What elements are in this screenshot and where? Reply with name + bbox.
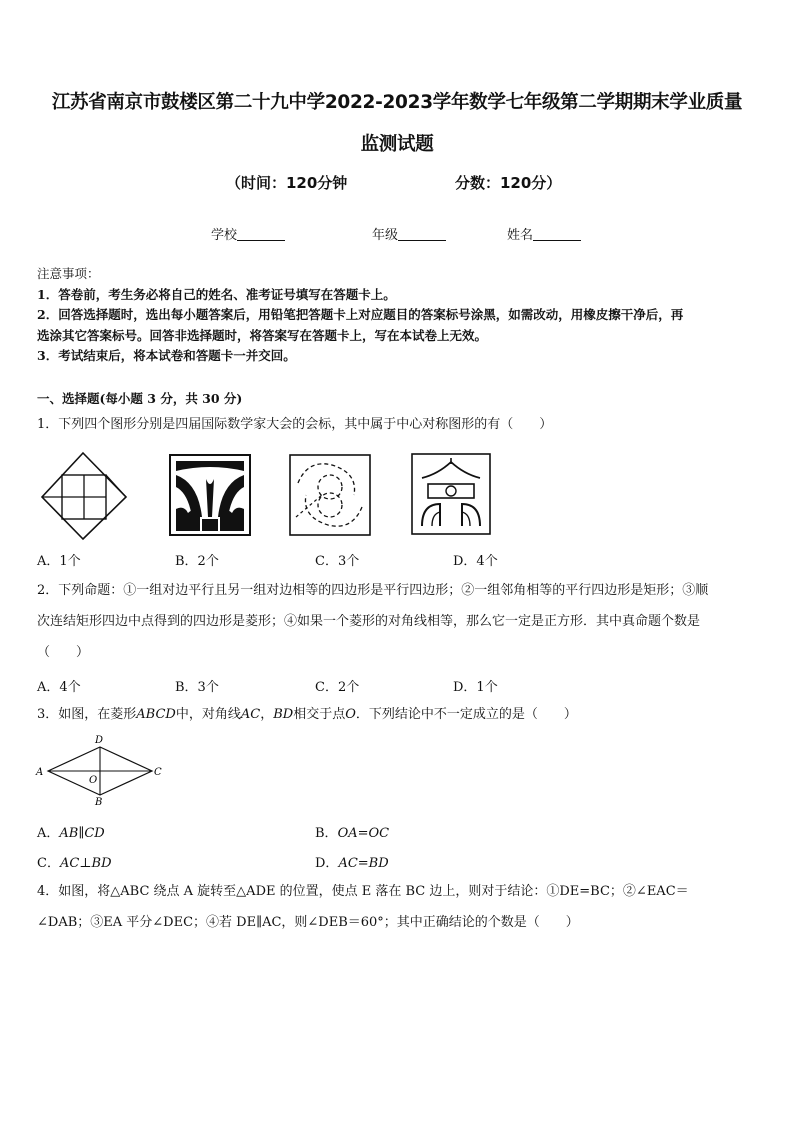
note-2a: 2．回答选择题时，选出每小题答案后，用铅笔把答题卡上对应题目的答案标号涂黑，如需改动，用橡皮擦干净后，再 <box>37 307 684 322</box>
q3-option-b[interactable] <box>315 822 389 841</box>
grade-label: 年级 <box>372 228 399 243</box>
q1-logo4-figure <box>410 452 492 536</box>
q3-option-a[interactable] <box>37 822 105 841</box>
exam-title-line2: 监测试题 <box>360 134 434 155</box>
q3-stem <box>37 699 759 730</box>
name-field <box>507 224 581 243</box>
q3-option-d[interactable] <box>315 852 389 871</box>
q2-stem <box>37 575 759 668</box>
grade-field <box>372 224 446 243</box>
q4-stem <box>37 876 759 938</box>
school-field <box>211 224 285 243</box>
q4-line1: 4．如图，将△ABC 绕点 A 旋转至△ADE 的位置，使点 E 落在 BC 边上，则对于结论：①DE=BC；②∠EAC＝ <box>37 884 689 899</box>
exam-title-line1: 江苏省南京市鼓楼区第二十九中学2022-2023学年数学七年级第二学期期末学业质量 <box>51 92 743 113</box>
q3-option-c-value: AC⊥BD <box>59 856 112 871</box>
q1-option-b[interactable]: B．2个 <box>175 554 219 569</box>
q3-label-c: C <box>154 767 162 778</box>
q1-logo1-figure <box>40 451 130 541</box>
q3-stem-comma: ， <box>260 707 274 722</box>
exam-time: （时间：120分钟 <box>226 174 348 192</box>
notes-heading: 注意事项： <box>37 266 100 281</box>
q1-stem: 1．下列四个图形分别是四届国际数学家大会的会标，其中属于中心对称图形的有（ ） <box>37 417 553 432</box>
note-3: 3．考试结束后，将本试卷和答题卡一并交回。 <box>37 348 296 363</box>
q1-logo2-figure <box>168 453 252 537</box>
q2-option-a[interactable]: A．4个 <box>37 680 81 695</box>
section-heading: 一、选择题(每小题 3 分，共 30 分) <box>37 391 243 406</box>
q2-option-b[interactable]: B．3个 <box>175 680 219 695</box>
q3-option-a-label: A． <box>37 826 60 841</box>
q3-stem-part3: 相交于点 <box>293 707 346 722</box>
q3-stem-bd: BD <box>273 707 294 722</box>
q3-option-d-label: D． <box>315 856 339 871</box>
q2-line1: 2．下列命题：①一组对边平行且另一组对边相等的四边形是平行四边形；②一组邻角相等的平行四边形是矩形；③顺 <box>37 583 709 598</box>
school-label: 学校 <box>211 228 238 243</box>
q3-option-b-value: OA=OC <box>337 826 390 841</box>
note-2b: 选涂其它答案标号。回答非选择题时，将答案写在答题卡上，写在本试卷上无效。 <box>37 327 488 343</box>
q3-option-a-value: AB∥CD <box>59 826 105 841</box>
q2-line3: （ ） <box>37 645 90 660</box>
q1-option-c[interactable]: C．3个 <box>315 554 360 569</box>
note-1: 1．答卷前，考生务必将自己的姓名、准考证号填写在答题卡上。 <box>37 286 396 302</box>
q3-option-b-label: B． <box>315 826 338 841</box>
grade-blank <box>398 228 446 241</box>
q2-option-c[interactable]: C．2个 <box>315 680 360 695</box>
q3-stem-part4: ．下列结论中不一定成立的是（ ） <box>355 707 577 722</box>
q3-option-c[interactable] <box>37 852 112 871</box>
q3-stem-ac: AC <box>240 707 261 722</box>
q3-stem-part1: 3．如图，在菱形 <box>37 707 137 722</box>
q3-label-o: O <box>89 775 98 786</box>
q3-label-a: A <box>36 767 44 778</box>
q3-label-b: B <box>95 797 103 808</box>
q3-stem-o: O <box>345 707 356 722</box>
exam-score: 分数：120分） <box>455 174 562 192</box>
q3-stem-part2: 中，对角线 <box>175 707 241 722</box>
q3-label-d: D <box>95 735 104 746</box>
name-label: 姓名 <box>507 228 534 243</box>
q3-option-d-value: AC=BD <box>338 856 389 871</box>
notes-block <box>37 264 759 367</box>
q1-logo3-figure <box>288 453 372 537</box>
name-blank <box>533 228 581 241</box>
q3-option-c-label: C． <box>37 856 60 871</box>
q1-option-d[interactable]: D．4个 <box>453 554 498 569</box>
q2-option-d[interactable]: D．1个 <box>453 680 498 695</box>
school-blank <box>237 228 285 241</box>
q4-line2: ∠DAB；③EA 平分∠DEC；④若 DE∥AC，则∠DEB＝60°；其中正确结论的个数是（ ） <box>37 915 579 930</box>
q2-line2: 次连结矩形四边中点得到的四边形是菱形；④如果一个菱形的对角线相等，那么它一定是正方形．其中真命题个数是 <box>37 614 701 629</box>
q3-stem-abcd: ABCD <box>136 707 176 722</box>
q1-option-a[interactable]: A．1个 <box>37 554 81 569</box>
q3-rhombus-figure <box>34 733 168 809</box>
